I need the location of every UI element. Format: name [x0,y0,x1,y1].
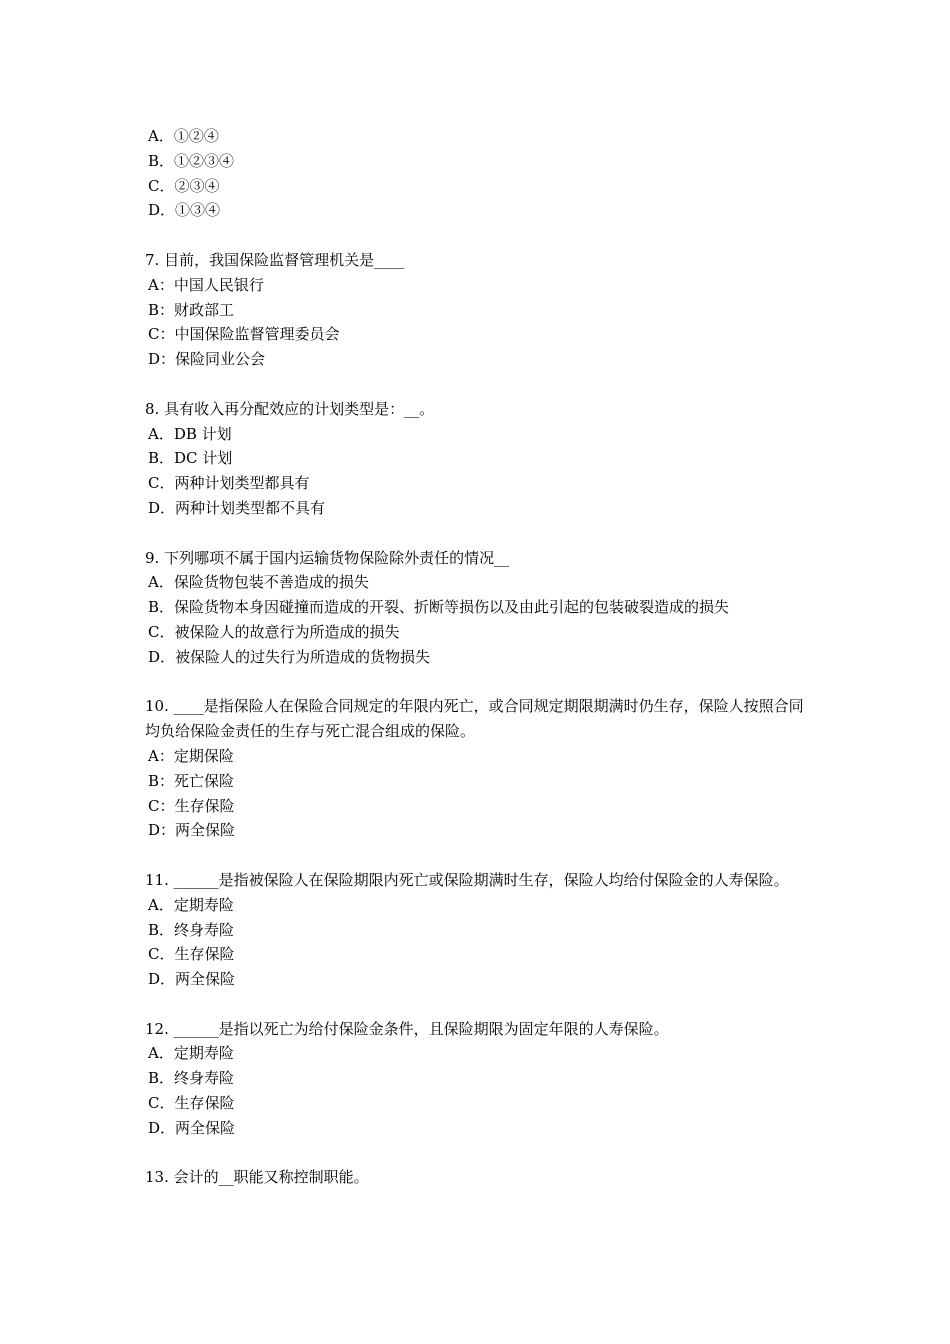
question-stem: 12. ______是指以死亡为给付保险金条件，且保险期限为固定年限的人寿保险。 [145,1019,669,1038]
option-c: C．②③④ [148,176,220,195]
question-block-8 [145,397,810,521]
document-page [145,124,810,1215]
question-block-7 [145,248,810,372]
option-a: A．①②④ [148,127,219,145]
question-block-10 [145,694,810,843]
option-b: B．终身寿险 [148,920,235,939]
option-d: D：保险同业公会 [148,350,266,369]
question-stem: 13. 会计的__职能又称控制职能。 [145,1168,369,1187]
option-c: C．被保险人的故意行为所造成的损失 [148,622,400,641]
option-a: A．定期寿险 [148,895,234,914]
option-b: B：财政部工 [148,300,235,319]
question-block-9 [145,546,810,670]
option-d: D．两全保险 [148,970,236,989]
question-block-13 [145,1165,810,1190]
option-d: D．①③④ [148,201,221,220]
question-stem: 11. ______是指被保险人在保险期限内死亡或保险期满时生存，保险人均给付保险金的人寿保险。 [145,870,789,889]
question-stem: 9. 下列哪项不属于国内运输货物保险除外责任的情况__ [145,548,510,567]
option-a: A．定期寿险 [148,1044,234,1063]
option-c: C．生存保险 [148,1094,235,1113]
option-b: B．保险货物本身因碰撞而造成的开裂、折断等损伤以及由此引起的包装破裂造成的损失 [148,598,730,617]
option-a: A．DB 计划 [148,424,232,443]
option-d: D．两全保险 [148,1118,236,1137]
question-block-6 [145,124,810,223]
question-stem: 8. 具有收入再分配效应的计划类型是：__。 [145,399,435,418]
option-a: A：中国人民银行 [148,275,264,294]
option-c: C．两种计划类型都具有 [148,474,310,493]
option-d: D．被保险人的过失行为所造成的货物损失 [148,647,431,666]
option-c: C．生存保险 [148,945,235,964]
question-stem: 7. 目前，我国保险监督管理机关是____ [145,250,405,269]
option-c: C：生存保险 [148,796,235,815]
question-block-11 [145,868,810,992]
question-stem: 10. ____是指保险人在保险合同规定的年限内死亡，或合同规定期限期满时仍生存，保险人按照合同均负给保险金责任的生存与死亡混合组成的保险。 [145,697,804,741]
option-b: B：死亡保险 [148,771,235,790]
option-a: A：定期保险 [148,746,234,765]
option-b: B．终身寿险 [148,1069,235,1088]
option-c: C：中国保险监督管理委员会 [148,325,340,344]
option-a: A．保险货物包装不善造成的损失 [148,573,369,592]
option-b: B．①②③④ [148,151,235,170]
question-block-12 [145,1017,810,1141]
option-d: D：两全保险 [148,821,236,840]
option-b: B．DC 计划 [148,449,233,468]
option-d: D．两种计划类型都不具有 [148,498,326,517]
